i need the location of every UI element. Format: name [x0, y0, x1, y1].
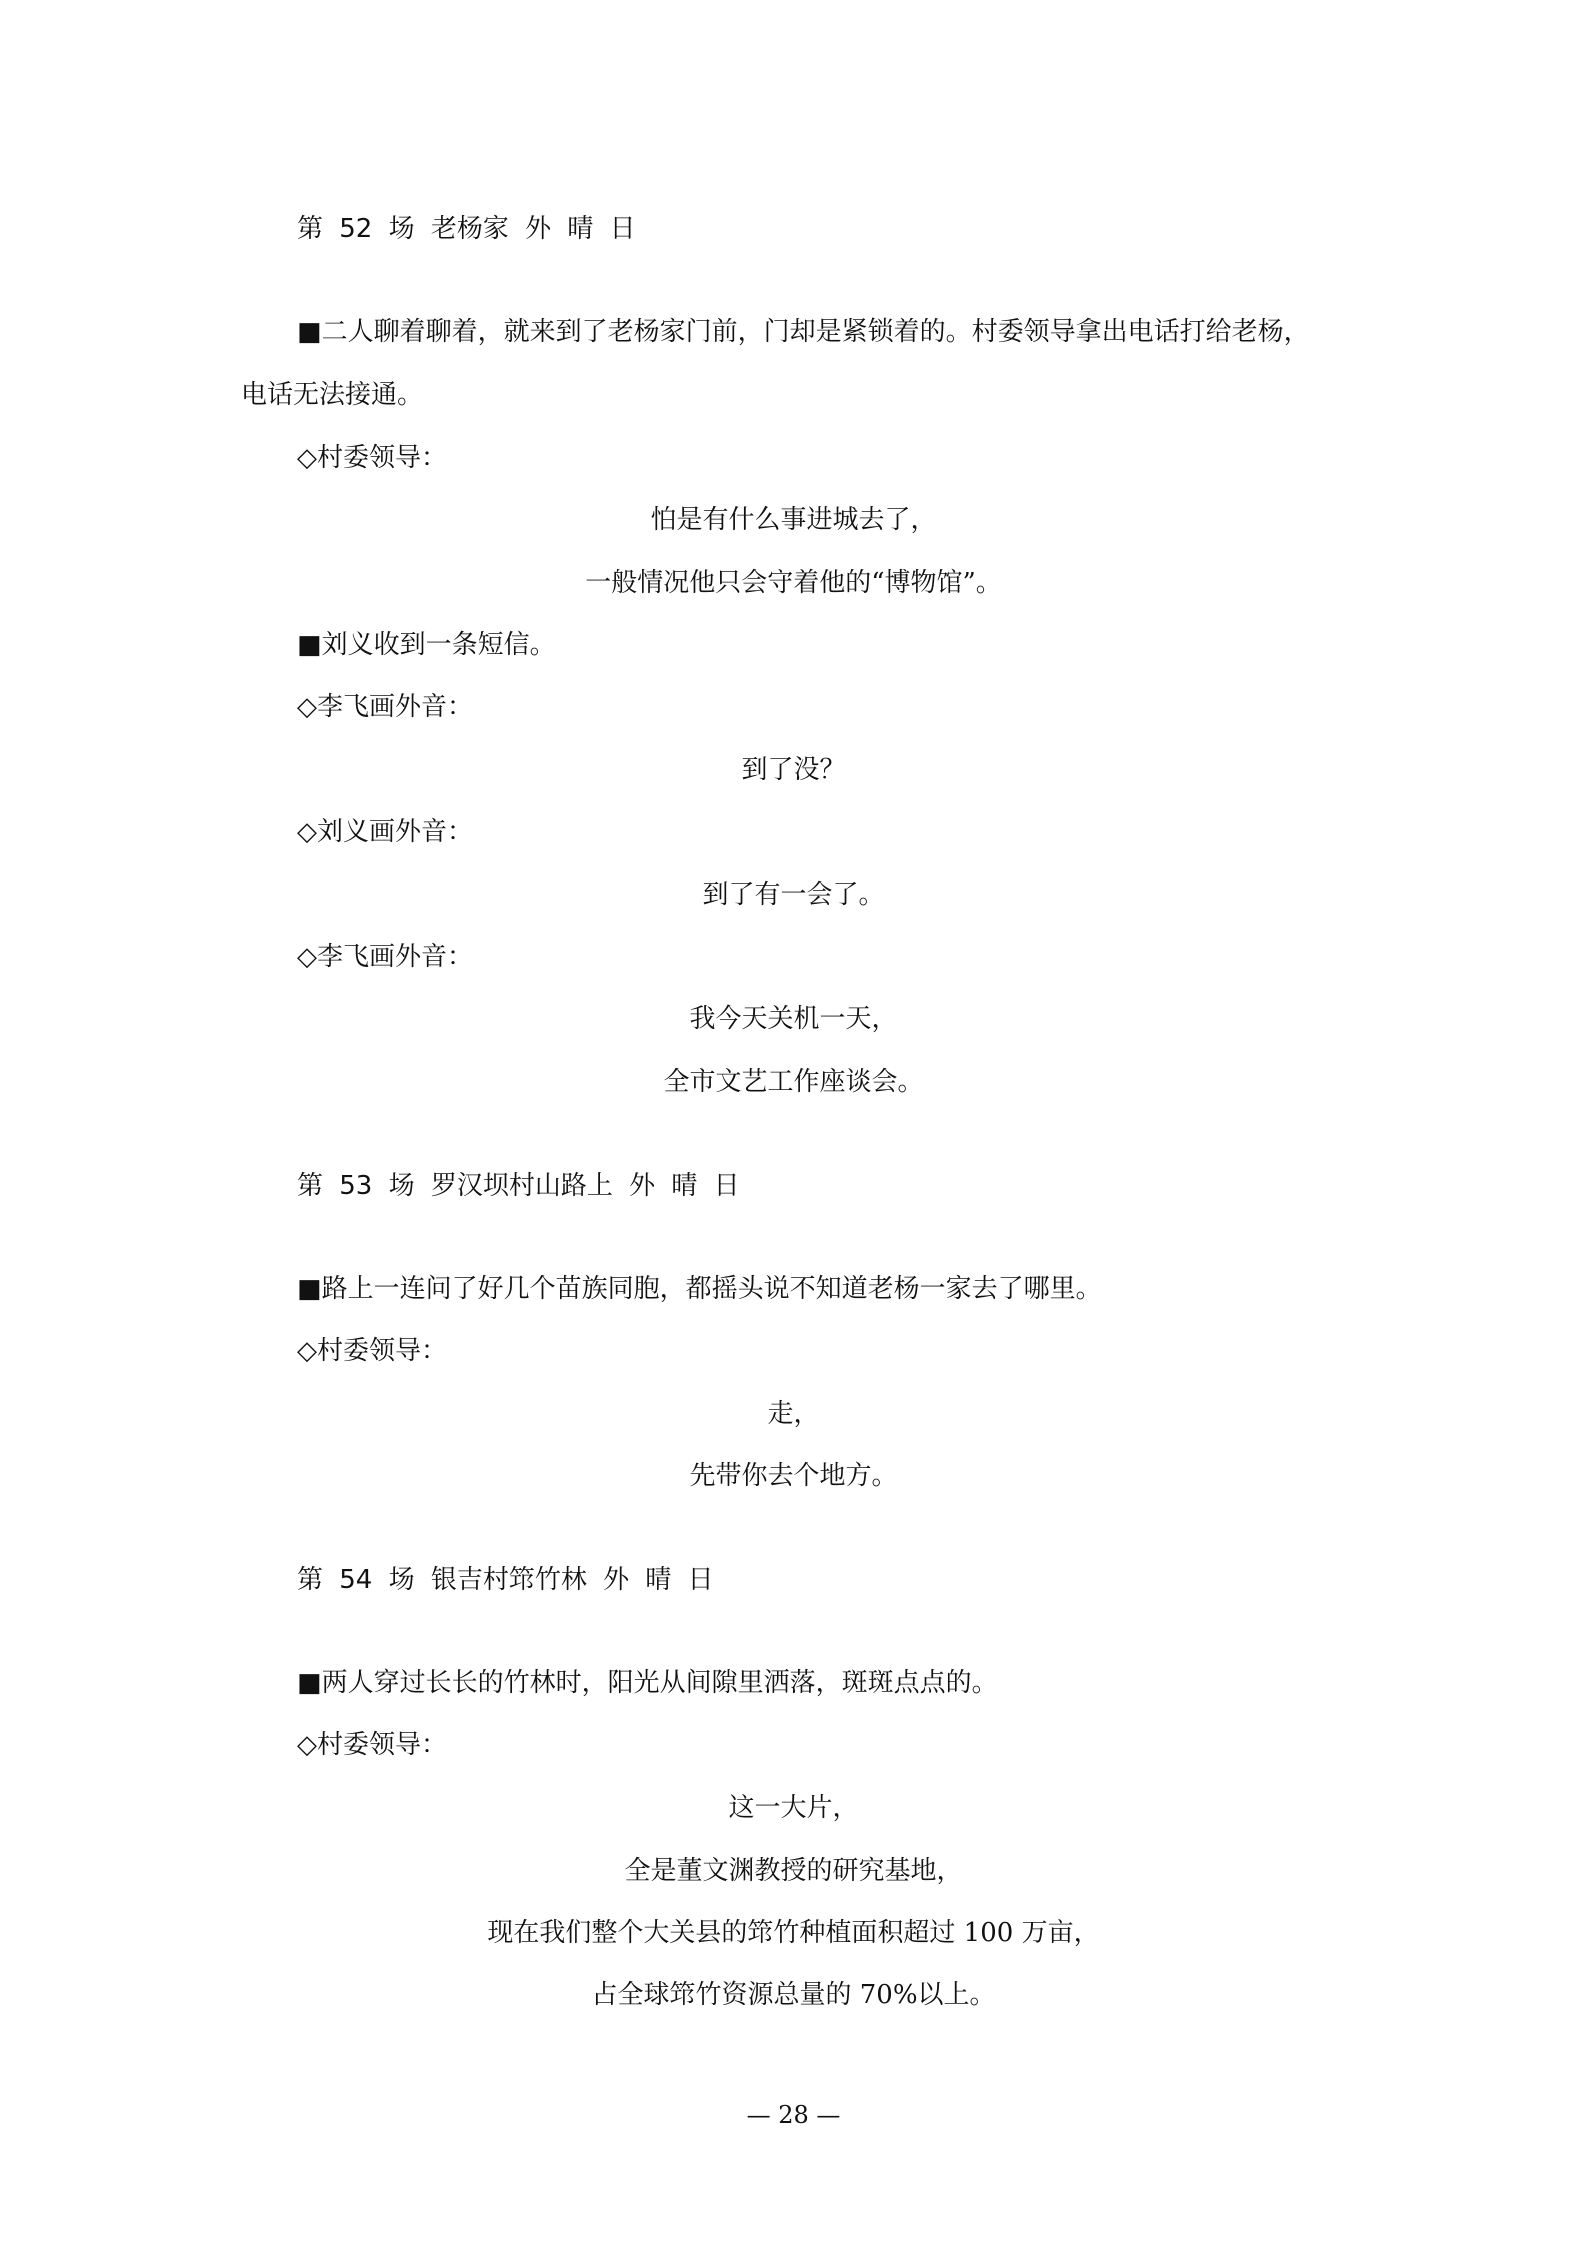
speaker-label: ◇村委领导：: [297, 1730, 447, 1760]
dialogue-line: 现在我们整个大关县的筇竹种植面积超过 100 万亩，: [487, 1918, 1100, 1948]
dialogue-line: 我今天关机一天，: [689, 1004, 898, 1034]
action-line: 电话无法接通。: [241, 380, 424, 410]
dialogue-line: 这一大片，: [728, 1793, 859, 1823]
dialogue-line: 占全球筇竹资源总量的 70%以上。: [591, 1980, 996, 2010]
dialogue-line: 怕是有什么事进城去了，: [650, 505, 937, 535]
scene-heading: 第 52 场 老杨家 外 晴 日: [297, 214, 636, 244]
action-line: ■两人穿过长长的竹林时，阳光从间隙里洒落，斑斑点点的。: [297, 1668, 998, 1698]
speaker-label: ◇李飞画外音：: [297, 692, 473, 722]
speaker-label: ◇李飞画外音：: [297, 942, 473, 972]
dialogue-line: 一般情况他只会守着他的“博物馆”。: [585, 568, 1002, 598]
dialogue-line: 到了没？: [741, 755, 846, 785]
action-line: ■二人聊着聊着，就来到了老杨家门前，门却是紧锁着的。村委领导拿出电话打给老杨，: [297, 317, 1310, 347]
dialogue-line: 走，: [767, 1399, 820, 1429]
speaker-label: ◇刘义画外音：: [297, 817, 473, 847]
dialogue-line: 先带你去个地方。: [689, 1461, 898, 1491]
dialogue-line: 全是董文渊教授的研究基地，: [624, 1856, 963, 1886]
dialogue-line: 到了有一会了。: [702, 880, 885, 910]
scene-heading: 第 54 场 银吉村筇竹林 外 晴 日: [297, 1565, 714, 1595]
speaker-label: ◇村委领导：: [297, 443, 447, 473]
dialogue-line: 全市文艺工作座谈会。: [663, 1067, 924, 1097]
action-line: ■刘义收到一条短信。: [297, 630, 556, 660]
page-number: — 28 —: [746, 2101, 841, 2129]
speaker-label: ◇村委领导：: [297, 1336, 447, 1366]
scene-heading: 第 53 场 罗汉坝村山路上 外 晴 日: [297, 1171, 740, 1201]
action-line: ■路上一连问了好几个苗族同胞，都摇头说不知道老杨一家去了哪里。: [297, 1274, 1102, 1304]
